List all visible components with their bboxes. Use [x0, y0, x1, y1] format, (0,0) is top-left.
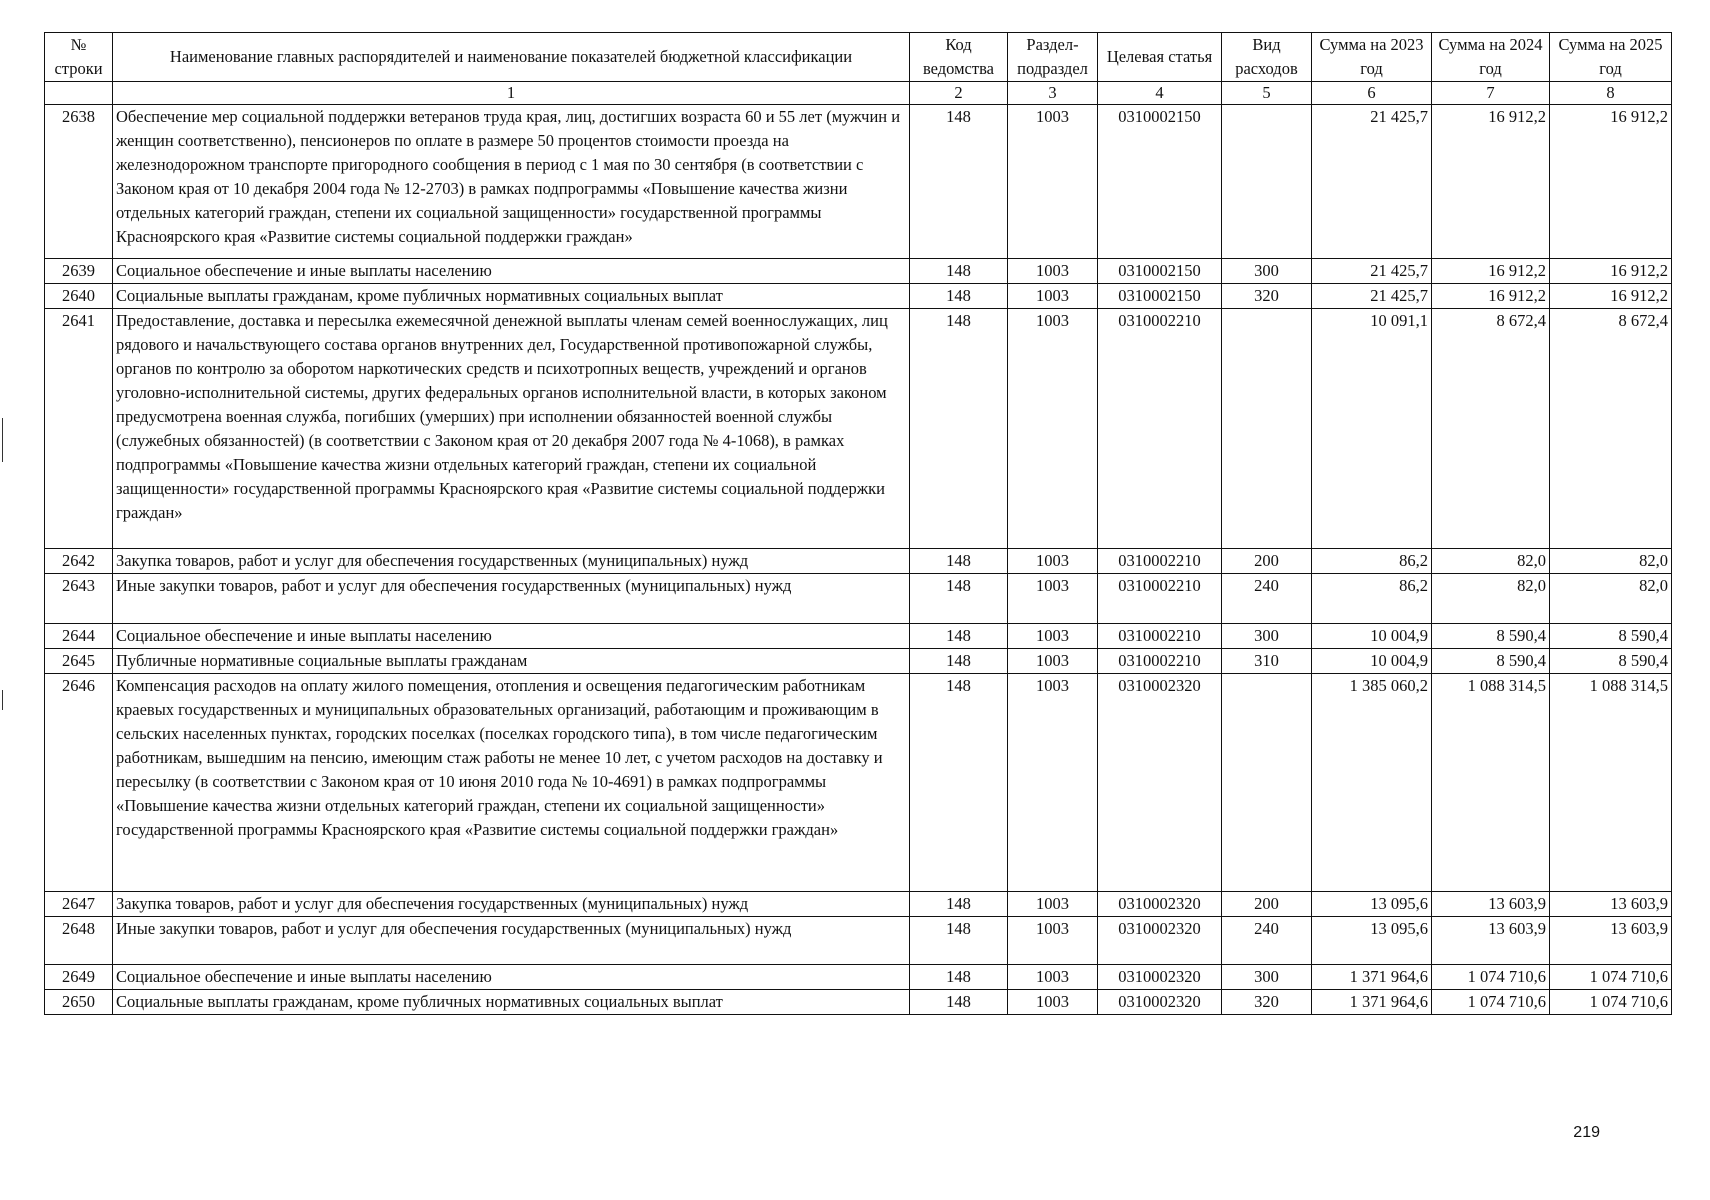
header-sum-2023: Сумма на 2023 год — [1312, 33, 1432, 82]
table-row — [45, 259, 1672, 284]
column-number: 8 — [1550, 82, 1672, 105]
row-target: 0310002150 — [1098, 105, 1222, 259]
row-section: 1003 — [1008, 259, 1098, 284]
row-expense-type: 240 — [1222, 574, 1312, 624]
row-target: 0310002210 — [1098, 549, 1222, 574]
row-sum-2024: 8 672,4 — [1432, 309, 1550, 549]
row-expense-type — [1222, 105, 1312, 259]
row-target: 0310002210 — [1098, 624, 1222, 649]
row-target: 0310002320 — [1098, 990, 1222, 1015]
row-section: 1003 — [1008, 965, 1098, 990]
table-row — [45, 674, 1672, 892]
table-header-row — [45, 33, 1672, 82]
row-sum-2024: 82,0 — [1432, 574, 1550, 624]
row-sum-2025: 8 590,4 — [1550, 649, 1672, 674]
row-dept-code: 148 — [910, 105, 1008, 259]
row-number: 2647 — [45, 892, 113, 917]
row-section: 1003 — [1008, 284, 1098, 309]
header-sum-2025: Сумма на 2025 год — [1550, 33, 1672, 82]
row-name: Закупка товаров, работ и услуг для обеспечения государственных (муниципальных) нужд — [113, 549, 910, 574]
header-name: Наименование главных распорядителей и наименование показателей бюджетной классификации — [113, 33, 910, 82]
row-expense-type: 320 — [1222, 990, 1312, 1015]
row-dept-code: 148 — [910, 309, 1008, 549]
row-sum-2024: 8 590,4 — [1432, 649, 1550, 674]
row-expense-type: 320 — [1222, 284, 1312, 309]
row-name: Публичные нормативные социальные выплаты гражданам — [113, 649, 910, 674]
row-sum-2025: 13 603,9 — [1550, 892, 1672, 917]
row-sum-2023: 1 371 964,6 — [1312, 990, 1432, 1015]
row-sum-2023: 10 004,9 — [1312, 649, 1432, 674]
page-number: 219 — [1573, 1124, 1600, 1141]
column-number — [45, 82, 113, 105]
row-name: Социальные выплаты гражданам, кроме публичных нормативных социальных выплат — [113, 284, 910, 309]
row-name: Социальные выплаты гражданам, кроме публичных нормативных социальных выплат — [113, 990, 910, 1015]
row-sum-2023: 10 091,1 — [1312, 309, 1432, 549]
row-sum-2024: 1 088 314,5 — [1432, 674, 1550, 892]
row-sum-2025: 1 074 710,6 — [1550, 965, 1672, 990]
row-section: 1003 — [1008, 917, 1098, 965]
row-sum-2024: 1 074 710,6 — [1432, 990, 1550, 1015]
row-sum-2024: 13 603,9 — [1432, 892, 1550, 917]
row-sum-2023: 10 004,9 — [1312, 624, 1432, 649]
row-number: 2650 — [45, 990, 113, 1015]
header-sum-2024: Сумма на 2024 год — [1432, 33, 1550, 82]
column-number: 3 — [1008, 82, 1098, 105]
row-dept-code: 148 — [910, 990, 1008, 1015]
table-row — [45, 574, 1672, 624]
row-expense-type — [1222, 309, 1312, 549]
row-number: 2646 — [45, 674, 113, 892]
row-sum-2024: 16 912,2 — [1432, 259, 1550, 284]
row-target: 0310002320 — [1098, 892, 1222, 917]
budget-table — [44, 32, 1672, 1015]
row-number: 2643 — [45, 574, 113, 624]
column-number: 7 — [1432, 82, 1550, 105]
row-sum-2024: 16 912,2 — [1432, 284, 1550, 309]
row-sum-2023: 21 425,7 — [1312, 259, 1432, 284]
row-dept-code: 148 — [910, 965, 1008, 990]
row-target: 0310002320 — [1098, 917, 1222, 965]
row-expense-type — [1222, 674, 1312, 892]
row-sum-2023: 86,2 — [1312, 574, 1432, 624]
row-dept-code: 148 — [910, 917, 1008, 965]
row-sum-2023: 86,2 — [1312, 549, 1432, 574]
table-row — [45, 965, 1672, 990]
table-row — [45, 649, 1672, 674]
row-sum-2025: 1 088 314,5 — [1550, 674, 1672, 892]
row-name: Социальное обеспечение и иные выплаты населению — [113, 965, 910, 990]
row-expense-type: 300 — [1222, 624, 1312, 649]
row-number: 2642 — [45, 549, 113, 574]
row-sum-2025: 13 603,9 — [1550, 917, 1672, 965]
row-target: 0310002210 — [1098, 574, 1222, 624]
table-row — [45, 990, 1672, 1015]
margin-mark — [2, 418, 3, 462]
row-sum-2025: 16 912,2 — [1550, 105, 1672, 259]
row-dept-code: 148 — [910, 574, 1008, 624]
header-section: Раздел-подраздел — [1008, 33, 1098, 82]
row-name: Компенсация расходов на оплату жилого помещения, отопления и освещения педагогическим работникам краевых государственных и муниципальных образовательных организаций, работающим и проживающим в сельских населенных пунктах, городских поселках (поселках городского типа), в том числе педагогическим работникам, вышедшим на пенсию, имеющим стаж работы не менее 10 лет, с учетом расходов на доставку и пересылку (в соответствии с Законом края от 10 июня 2010 года № 10-4691) в рамках подпрограммы «Повышение качества жизни отдельных категорий граждан, степени их социальной защищенности» государственной программы Красноярского края «Развитие системы социальной поддержки граждан» — [113, 674, 910, 892]
row-sum-2023: 1 385 060,2 — [1312, 674, 1432, 892]
margin-mark — [2, 690, 3, 710]
row-number: 2648 — [45, 917, 113, 965]
row-sum-2024: 82,0 — [1432, 549, 1550, 574]
row-section: 1003 — [1008, 624, 1098, 649]
row-sum-2025: 16 912,2 — [1550, 259, 1672, 284]
row-number: 2644 — [45, 624, 113, 649]
row-name: Социальное обеспечение и иные выплаты населению — [113, 259, 910, 284]
row-dept-code: 148 — [910, 259, 1008, 284]
row-dept-code: 148 — [910, 674, 1008, 892]
row-target: 0310002210 — [1098, 649, 1222, 674]
table-row — [45, 892, 1672, 917]
table-row — [45, 105, 1672, 259]
row-number: 2638 — [45, 105, 113, 259]
row-sum-2024: 13 603,9 — [1432, 917, 1550, 965]
row-section: 1003 — [1008, 990, 1098, 1015]
row-sum-2023: 13 095,6 — [1312, 892, 1432, 917]
row-sum-2023: 21 425,7 — [1312, 284, 1432, 309]
row-sum-2025: 82,0 — [1550, 549, 1672, 574]
table-row — [45, 309, 1672, 549]
row-target: 0310002320 — [1098, 965, 1222, 990]
table-row — [45, 284, 1672, 309]
row-target: 0310002210 — [1098, 309, 1222, 549]
row-sum-2023: 21 425,7 — [1312, 105, 1432, 259]
row-target: 0310002150 — [1098, 259, 1222, 284]
row-section: 1003 — [1008, 309, 1098, 549]
row-sum-2025: 8 590,4 — [1550, 624, 1672, 649]
column-number: 4 — [1098, 82, 1222, 105]
column-number: 2 — [910, 82, 1008, 105]
row-dept-code: 148 — [910, 284, 1008, 309]
row-target: 0310002150 — [1098, 284, 1222, 309]
row-dept-code: 148 — [910, 549, 1008, 574]
row-sum-2025: 16 912,2 — [1550, 284, 1672, 309]
table-row — [45, 624, 1672, 649]
row-section: 1003 — [1008, 892, 1098, 917]
row-expense-type: 240 — [1222, 917, 1312, 965]
row-sum-2023: 1 371 964,6 — [1312, 965, 1432, 990]
row-expense-type: 310 — [1222, 649, 1312, 674]
row-number: 2639 — [45, 259, 113, 284]
header-dept-code: Код ведомства — [910, 33, 1008, 82]
row-number: 2641 — [45, 309, 113, 549]
row-number: 2649 — [45, 965, 113, 990]
row-number: 2640 — [45, 284, 113, 309]
row-sum-2023: 13 095,6 — [1312, 917, 1432, 965]
row-sum-2024: 16 912,2 — [1432, 105, 1550, 259]
row-section: 1003 — [1008, 674, 1098, 892]
row-expense-type: 200 — [1222, 892, 1312, 917]
header-expense-type: Вид расходов — [1222, 33, 1312, 82]
row-expense-type: 300 — [1222, 965, 1312, 990]
row-number: 2645 — [45, 649, 113, 674]
row-sum-2025: 82,0 — [1550, 574, 1672, 624]
row-name: Закупка товаров, работ и услуг для обеспечения государственных (муниципальных) нужд — [113, 892, 910, 917]
row-target: 0310002320 — [1098, 674, 1222, 892]
row-sum-2025: 8 672,4 — [1550, 309, 1672, 549]
column-number: 1 — [113, 82, 910, 105]
row-name: Предоставление, доставка и пересылка ежемесячной денежной выплаты членам семей военнослужащих, лиц рядового и начальствующего состава органов внутренних дел, Государственной противопожарной службы, органов по контролю за оборотом наркотических средств и психотропных веществ, учреждений и органов уголовно-исполнительной системы, других федеральных органов исполнительной власти, в которых законом предусмотрена военная служба, погибших (умерших) при исполнении обязанностей военной службы (служебных обязанностей) (в соответствии с Законом края от 20 декабря 2007 года № 4-1068), в рамках подпрограммы «Повышение качества жизни отдельных категорий граждан, степени их социальной защищенности» государственной программы Красноярского края «Развитие системы социальной поддержки граждан» — [113, 309, 910, 549]
row-dept-code: 148 — [910, 624, 1008, 649]
column-number: 5 — [1222, 82, 1312, 105]
row-dept-code: 148 — [910, 649, 1008, 674]
table-row — [45, 549, 1672, 574]
row-dept-code: 148 — [910, 892, 1008, 917]
row-section: 1003 — [1008, 549, 1098, 574]
row-section: 1003 — [1008, 105, 1098, 259]
row-name: Иные закупки товаров, работ и услуг для обеспечения государственных (муниципальных) нужд — [113, 574, 910, 624]
row-name: Обеспечение мер социальной поддержки ветеранов труда края, лиц, достигших возраста 60 и 55 лет (мужчин и женщин соответственно), пенсионеров по оплате в размере 50 процентов стоимости проезда на железнодорожном транспорте пригородного сообщения в период с 1 мая по 30 сентября (в соответствии с Законом края от 10 декабря 2004 года № 12-2703) в рамках подпрограммы «Повышение качества жизни отдельных категорий граждан, степени их социальной защищенности» государственной программы Красноярского края «Развитие системы социальной поддержки граждан» — [113, 105, 910, 259]
row-sum-2024: 8 590,4 — [1432, 624, 1550, 649]
header-target: Целевая статья — [1098, 33, 1222, 82]
row-expense-type: 300 — [1222, 259, 1312, 284]
row-sum-2024: 1 074 710,6 — [1432, 965, 1550, 990]
column-number-row — [45, 82, 1672, 105]
row-name: Социальное обеспечение и иные выплаты населению — [113, 624, 910, 649]
row-section: 1003 — [1008, 574, 1098, 624]
row-section: 1003 — [1008, 649, 1098, 674]
row-name: Иные закупки товаров, работ и услуг для обеспечения государственных (муниципальных) нужд — [113, 917, 910, 965]
row-sum-2025: 1 074 710,6 — [1550, 990, 1672, 1015]
column-number: 6 — [1312, 82, 1432, 105]
header-row-no: № строки — [45, 33, 113, 82]
row-expense-type: 200 — [1222, 549, 1312, 574]
table-row — [45, 917, 1672, 965]
